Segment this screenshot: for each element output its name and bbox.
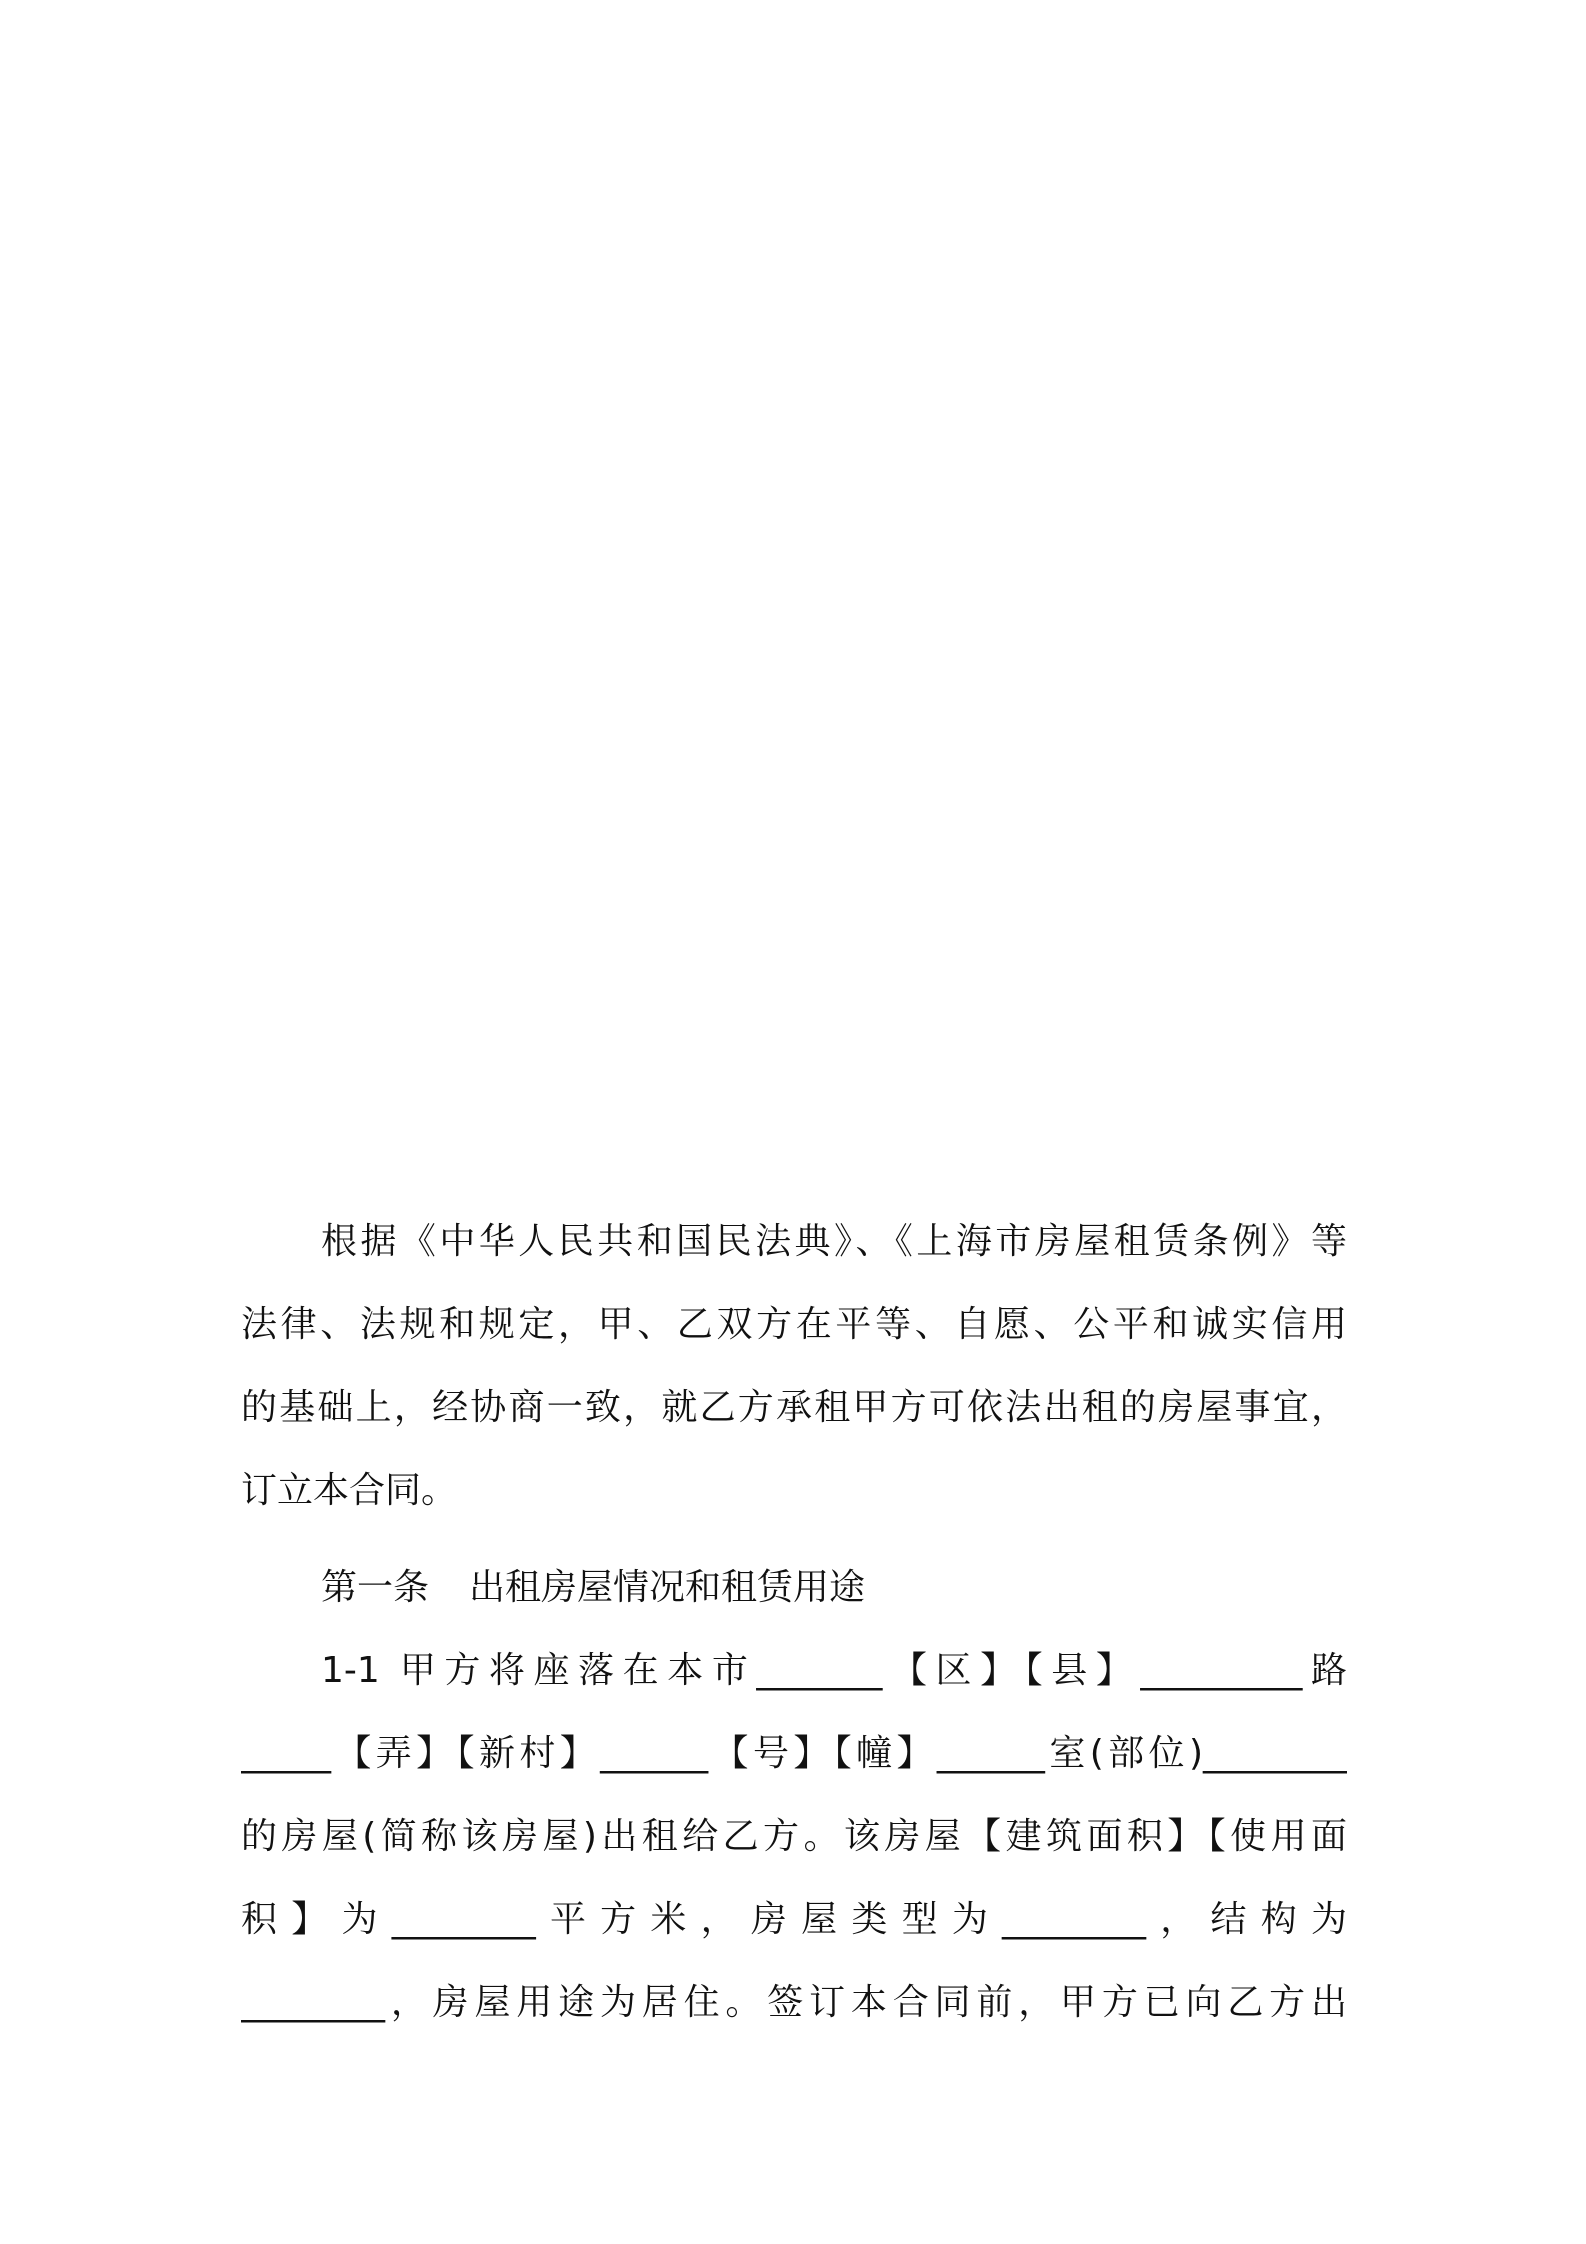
article-1-heading <box>241 1546 1347 1629</box>
paragraph-gap <box>241 1532 1347 1546</box>
clause-1-1-line-4: 积】为________平方米，房屋类型为________，结构为 <box>241 1899 1347 1940</box>
preamble-line-3: 的基础上，经协商一致，就乙方承租甲方可依法出租的房屋事宜， <box>241 1387 1347 1428</box>
document-body <box>241 1200 1347 2044</box>
clause-1-1-line-3: 的房屋(简称该房屋)出租给乙方。该房屋【建筑面积】【使用面 <box>241 1816 1347 1857</box>
article-1-title: 出租房屋情况和租赁用途 <box>469 1567 866 1608</box>
clause-1-1-line-1: 1-1 甲方将座落在本市_______【区】【县】_________路 <box>321 1650 1347 1691</box>
article-1-number: 第一条 <box>321 1567 430 1608</box>
preamble-line-4: 订立本合同。 <box>241 1470 458 1511</box>
clause-1-1-line-5: ________，房屋用途为居住。签订本合同前，甲方已向乙方出 <box>241 1982 1347 2023</box>
clause-1-1-line-2: _____【弄】【新村】______【号】【幢】______室(部位)________ <box>241 1733 1347 1774</box>
preamble-line-2: 法律、法规和规定，甲、乙双方在平等、自愿、公平和诚实信用 <box>241 1304 1347 1345</box>
preamble-line-1: 根据《中华人民共和国民法典》、《上海市房屋租赁条例》等 <box>321 1221 1347 1262</box>
